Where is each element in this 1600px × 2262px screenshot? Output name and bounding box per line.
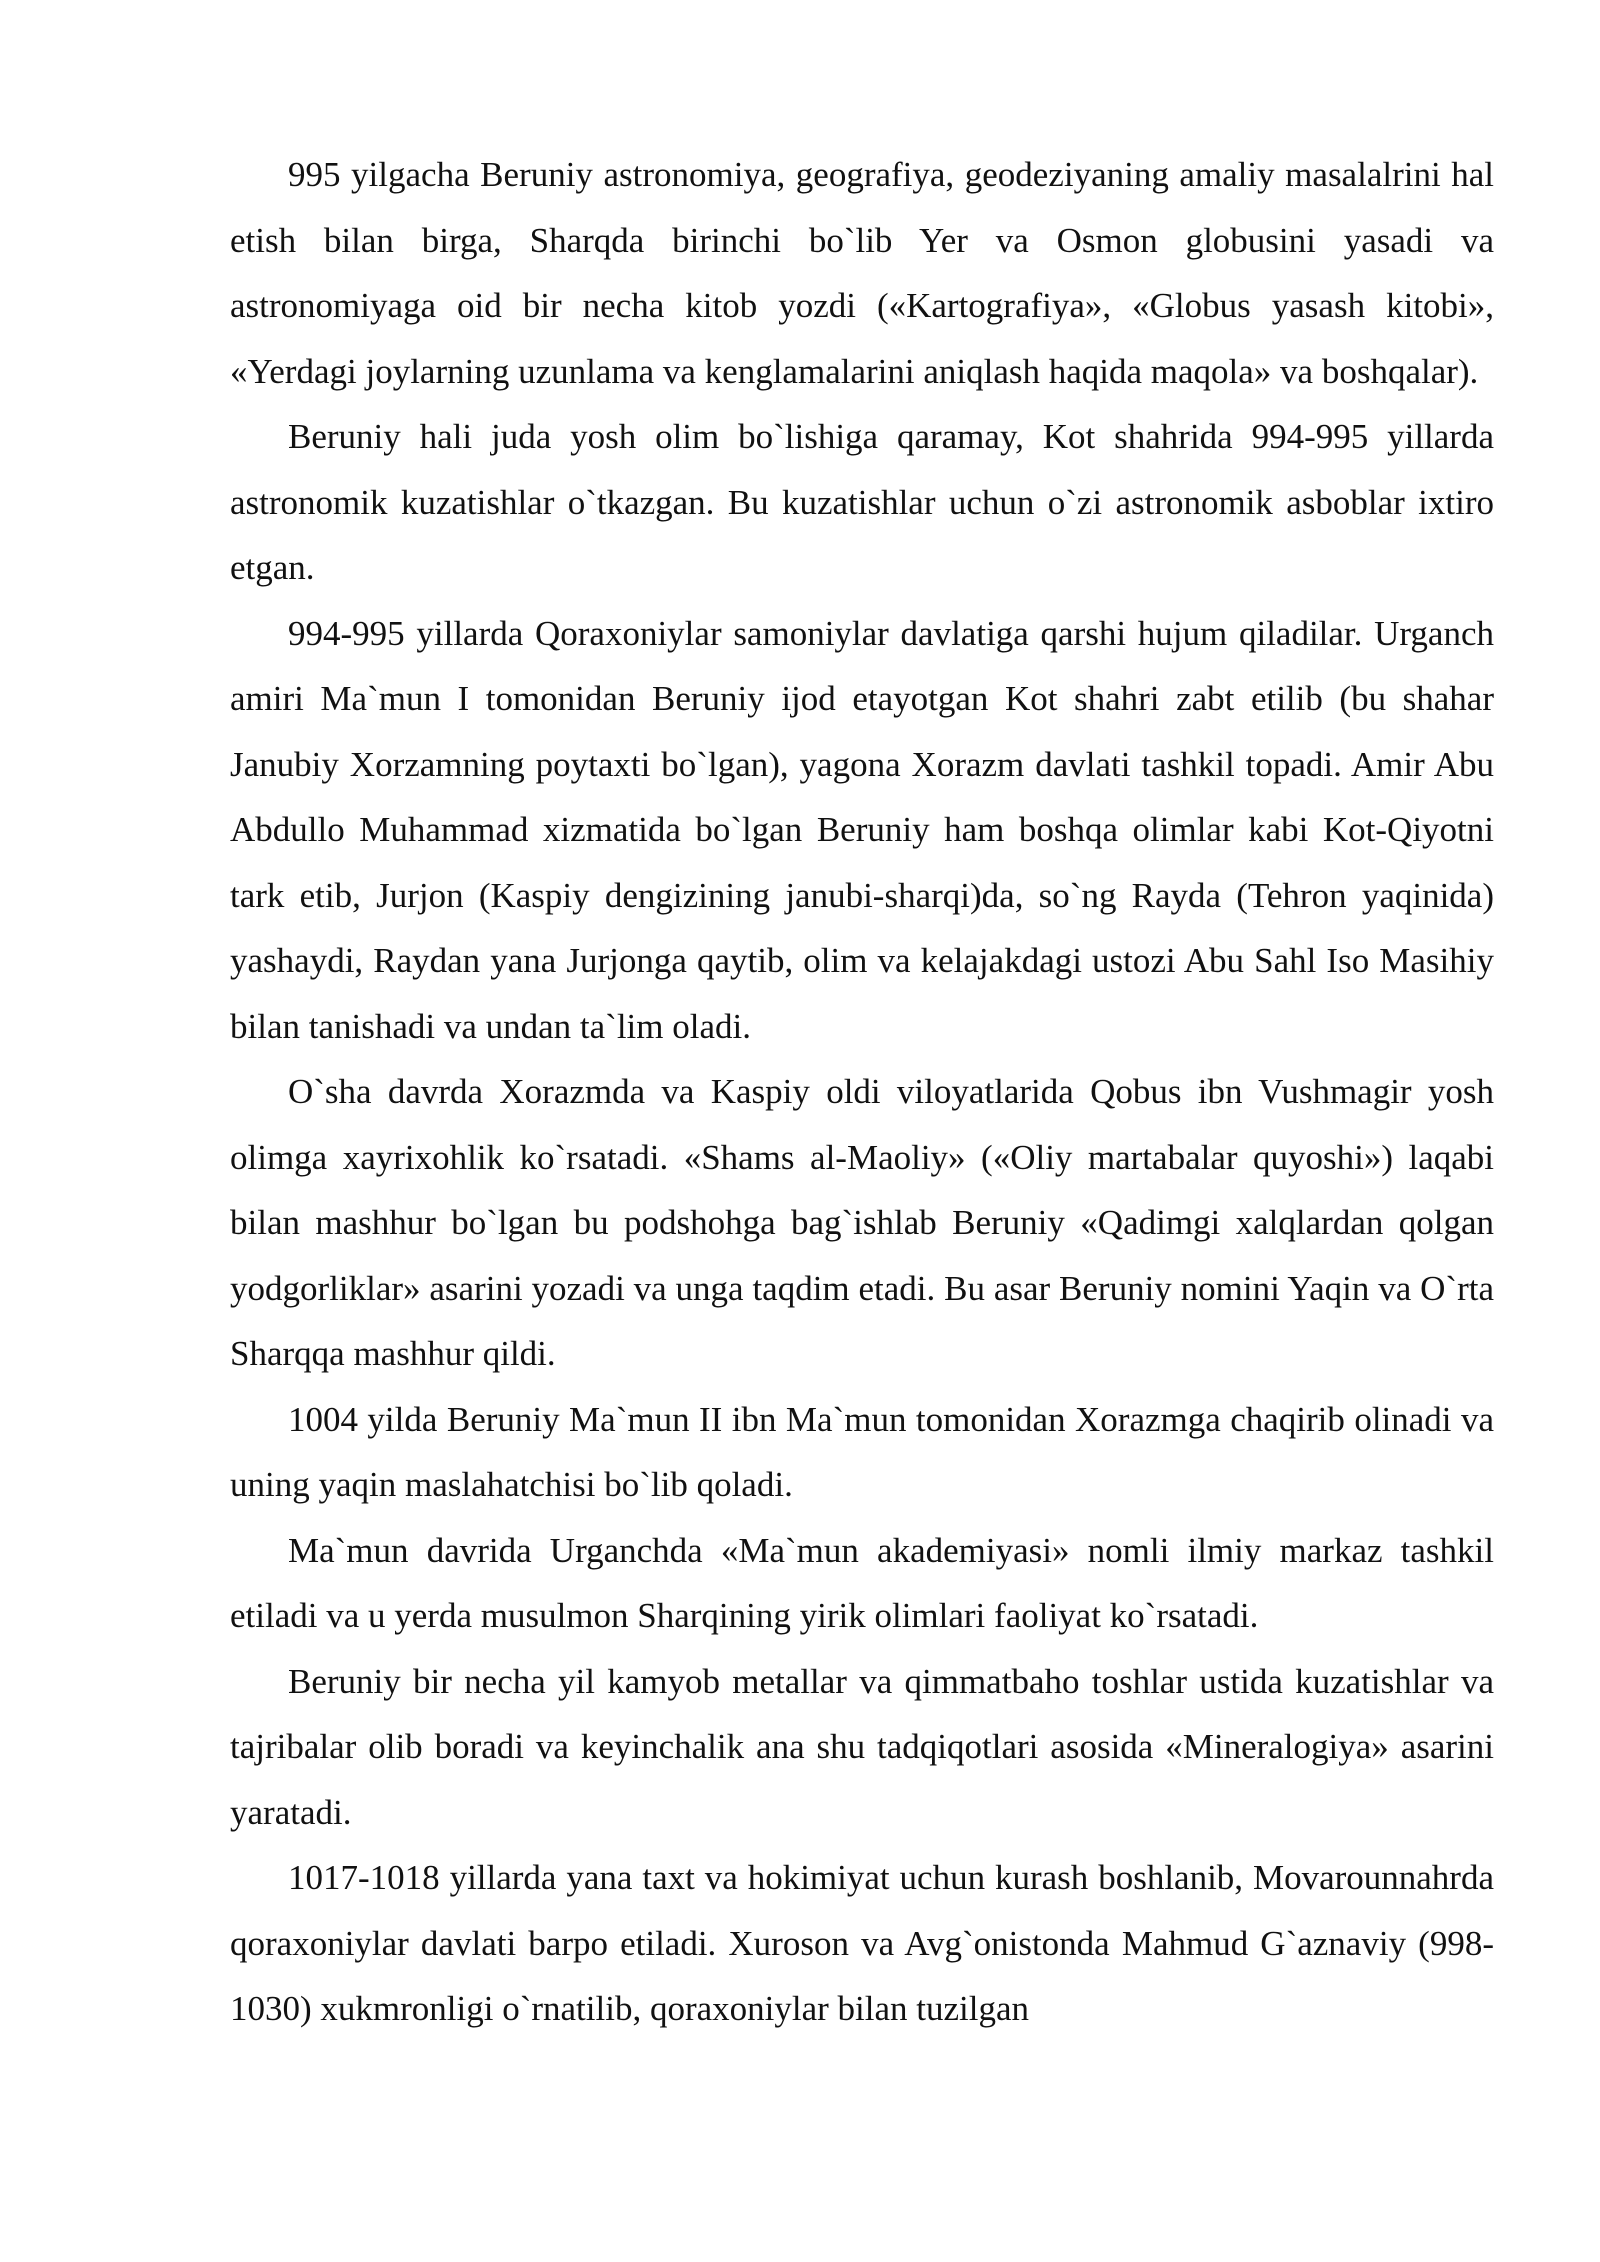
paragraph-1: 995 yilgacha Beruniy astronomiya, geografiya, geodeziyaning amaliy masalalrini hal etish bilan birga, Sharqda birinchi bo`lib Yer va Osmon globusini yasadi va astronomiyaga oid bir necha kitob yozdi («Kartografiya», «Globus yasash kitobi», «Yerdagi joylarning uzunlama va kenglamalarini aniqlash haqida maqola» va boshqalar).	[230, 155, 1494, 391]
paragraph-5: 1004 yilda Beruniy Ma`mun II ibn Ma`mun tomonidan Xorazmga chaqirib olinadi va uning yaqin maslahatchisi bo`lib qoladi.	[230, 1399, 1494, 1504]
paragraph-3: 994-995 yillarda Qoraxoniylar samoniylar davlatiga qarshi hujum qiladilar. Urganch amiri Ma`mun I tomonidan Beruniy ijod etayotgan Kot shahri zabt etilib (bu shahar Janubiy Xorzamning poytaxti bo`lgan), yagona Xorazm davlati tashkil topadi. Amir Abu Abdullo Muhammad xizmatida bo`lgan Beruniy ham boshqa olimlar kabi Kot-Qiyotni tark etib, Jurjon (Kaspiy dengizining janubi-sharqi)da, so`ng Rayda (Tehron yaqinida) yashaydi, Raydan yana Jurjonga qaytib, olim va kelajakdagi ustozi Abu Sahl Iso Masihiy bilan tanishadi va undan ta`lim oladi.	[230, 613, 1494, 1046]
document-page	[230, 142, 1494, 2042]
paragraph-7: Beruniy bir necha yil kamyob metallar va qimmatbaho toshlar ustida kuzatishlar va tajribalar olib boradi va keyinchalik ana shu tadqiqotlari asosida «Mineralogiya» asarini yaratadi.	[230, 1661, 1494, 1832]
paragraph-8: 1017-1018 yillarda yana taxt va hokimiyat uchun kurash boshlanib, Movarounnahrda qoraxoniylar davlati barpo etiladi. Xuroson va Avg`onistonda Mahmud G`aznaviy (998-1030) xukmronligi o`rnatilib, qoraxoniylar bilan tuzilgan	[230, 1858, 1494, 2028]
paragraph-4: O`sha davrda Xorazmda va Kaspiy oldi viloyatlarida Qobus ibn Vushmagir yosh olimga xayrixohlik ko`rsatadi. «Shams al-Maoliy» («Oliy martabalar quyoshi») laqabi bilan mashhur bo`lgan bu podshohga bag`ishlab Beruniy «Qadimgi xalqlardan qolgan yodgorliklar» asarini yozadi va unga taqdim etadi. Bu asar Beruniy nomini Yaqin va O`rta Sharqqa mashhur qildi.	[230, 1072, 1494, 1373]
paragraph-6: Ma`mun davrida Urganchda «Ma`mun akademiyasi» nomli ilmiy markaz tashkil etiladi va u yerda musulmon Sharqining yirik olimlari faoliyat ko`rsatadi.	[230, 1530, 1494, 1635]
paragraph-2: Beruniy hali juda yosh olim bo`lishiga qaramay, Kot shahrida 994-995 yillarda astronomik kuzatishlar o`tkazgan. Bu kuzatishlar uchun o`zi astronomik asboblar ixtiro etgan.	[230, 417, 1494, 587]
